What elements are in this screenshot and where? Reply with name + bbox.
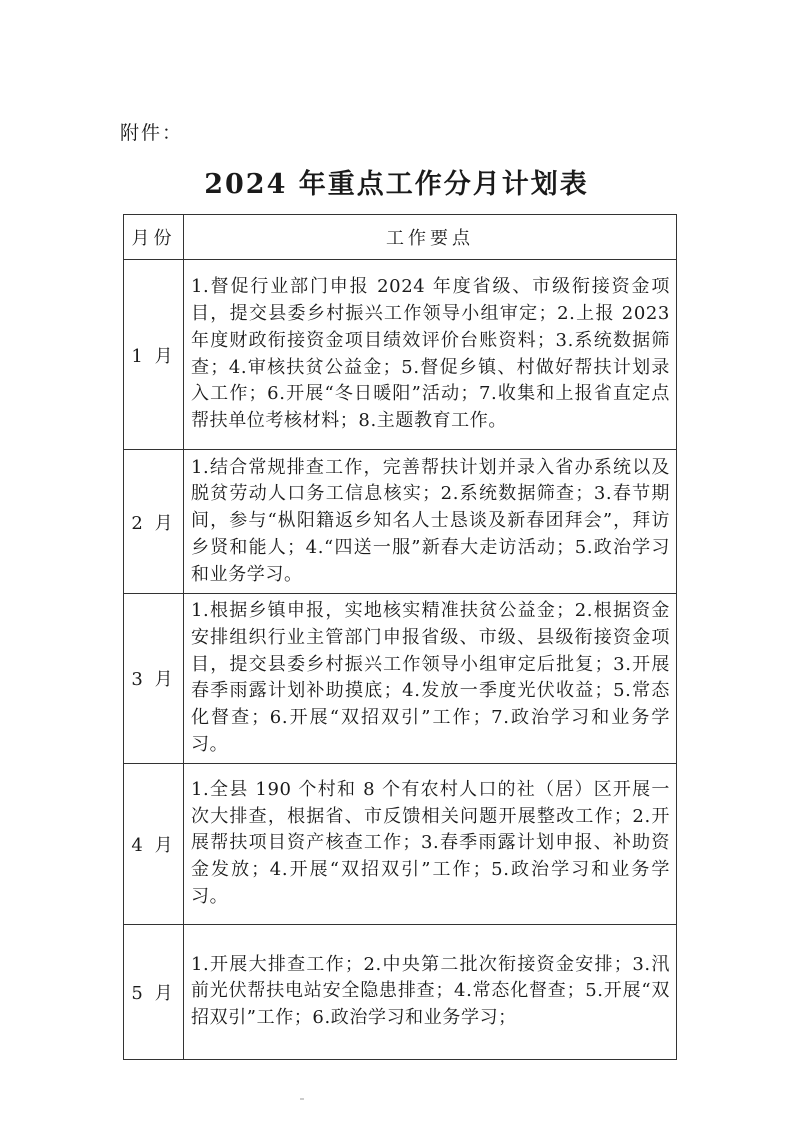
month-cell: 2 月	[124, 450, 184, 594]
table-header-row	[124, 215, 677, 260]
table-row	[124, 763, 677, 924]
month-cell: 3 月	[124, 594, 184, 764]
tasks-column-header: 工作要点	[184, 215, 677, 260]
tasks-cell: 1.结合常规排查工作，完善帮扶计划并录入省办系统以及脱贫劳动人口务工信息核实；2.系统数据筛查；3.春节期间，参与“枞阳籍返乡知名人士恳谈及新春团拜会”，拜访乡贤和能人；4.“四送一服”新春大走访活动；5.政治学习和业务学习。	[184, 450, 677, 594]
scan-speck	[300, 1098, 304, 1100]
attachment-label: 附件：	[120, 122, 184, 144]
month-cell: 1 月	[124, 260, 184, 450]
table-row	[124, 594, 677, 764]
table-row	[124, 924, 677, 1059]
tasks-cell: 1.开展大排查工作；2.中央第二批次衔接资金安排；3.汛前光伏帮扶电站安全隐患排查；4.常态化督查；5.开展“双招双引”工作；6.政治学习和业务学习；	[184, 924, 677, 1059]
tasks-cell: 1.根据乡镇申报，实地核实精准扶贫公益金；2.根据资金安排组织行业主管部门申报省级、市级、县级衔接资金项目，提交县委乡村振兴工作领导小组审定后批复；3.开展春季雨露计划补助摸底；4.发放一季度光伏收益；5.常态化督查；6.开展“双招双引”工作；7.政治学习和业务学习。	[184, 594, 677, 764]
table-row	[124, 260, 677, 450]
tasks-cell: 1.全县 190 个村和 8 个有农村人口的社（居）区开展一次大排查，根据省、市反馈相关问题开展整改工作；2.开展帮扶项目资产核查工作；3.春季雨露计划申报、补助资金发放；4.开展“双招双引”工作；5.政治学习和业务学习。	[184, 763, 677, 924]
table-row	[124, 450, 677, 594]
monthly-plan-table	[123, 214, 677, 1060]
tasks-cell: 1.督促行业部门申报 2024 年度省级、市级衔接资金项目，提交县委乡村振兴工作领导小组审定；2.上报 2023 年度财政衔接资金项目绩效评价台账资料；3.系统数据筛查；4.审核扶贫公益金；5.督促乡镇、村做好帮扶计划录入工作；6.开展“冬日暖阳”活动；7.收集和上报省直定点帮扶单位考核材料；8.主题教育工作。	[184, 260, 677, 450]
month-column-header: 月份	[124, 215, 184, 260]
month-cell: 5 月	[124, 924, 184, 1059]
month-cell: 4 月	[124, 763, 184, 924]
page-title: 2024 年重点工作分月计划表	[204, 169, 589, 200]
